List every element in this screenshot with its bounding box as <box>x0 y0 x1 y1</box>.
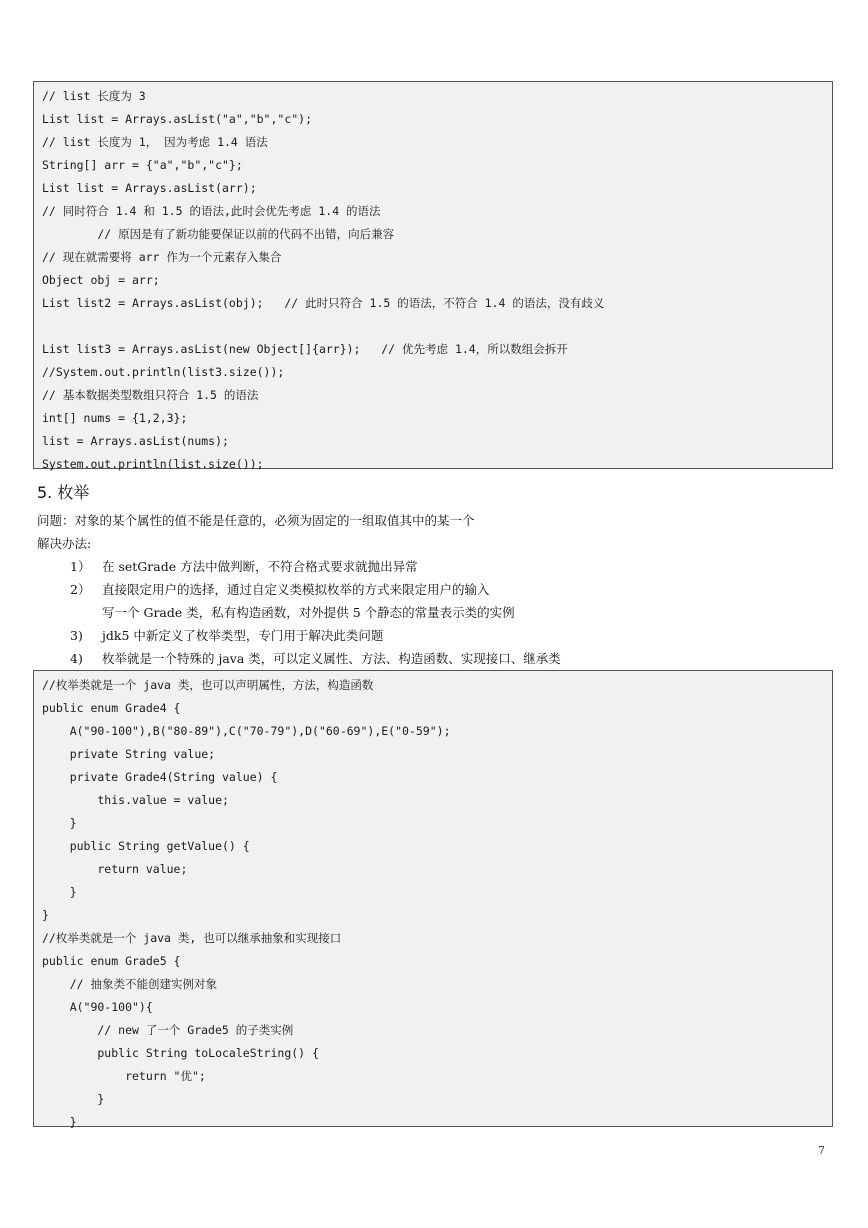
code-line: } <box>42 1092 105 1106</box>
list-item-text: 枚举就是一个特殊的 java 类，可以定义属性、方法、构造函数、实现接口、继承类 <box>102 651 561 666</box>
code-line: // list 长度为 1， 因为考虑 1.4 语法 <box>42 135 268 149</box>
solution-label: 解决办法: <box>37 536 92 551</box>
code-line: // 抽象类不能创建实例对象 <box>42 977 217 991</box>
code-line: return value; <box>42 862 188 876</box>
code-line: private String value; <box>42 747 216 761</box>
code-line: // 原因是有了新功能要保证以前的代码不出错，向后兼容 <box>42 227 395 241</box>
code-block-2 <box>33 670 833 1127</box>
code-line: public enum Grade5 { <box>42 954 181 968</box>
list-item <box>70 628 383 644</box>
page-number: 7 <box>818 1144 825 1157</box>
code-line: int[] nums = {1,2,3}; <box>42 411 188 425</box>
code-line: Object obj = arr; <box>42 273 160 287</box>
code-line: } <box>42 885 77 899</box>
problem-text: 问题：对象的某个属性的值不能是任意的，必须为固定的一组取值其中的某一个 <box>37 513 475 528</box>
code-line: //枚举类就是一个 java 类，也可以声明属性，方法，构造函数 <box>42 678 374 692</box>
code-line: List list = Arrays.asList("a","b","c"); <box>42 112 313 126</box>
list-item-text: 写一个 Grade 类，私有构造函数，对外提供 5 个静态的常量表示类的实例 <box>102 605 515 620</box>
code-line: return "优"; <box>42 1069 206 1083</box>
list-item-number: 1） <box>70 559 91 574</box>
list-item-number: 4) <box>70 651 83 666</box>
list-item-text: 直接限定用户的选择，通过自定义类模拟枚举的方式来限定用户的输入 <box>102 582 490 597</box>
code-line: List list2 = Arrays.asList(obj); // 此时只符合 1.5 的语法，不符合 1.4 的语法，没有歧义 <box>42 296 605 310</box>
code-line: System.out.println(list.size()); <box>42 457 264 471</box>
code-line <box>42 315 832 338</box>
list-item-text: 在 setGrade 方法中做判断，不符合格式要求就抛出异常 <box>102 559 418 574</box>
code-line: // new 了一个 Grade5 的子类实例 <box>42 1023 294 1037</box>
code-line: List list = Arrays.asList(arr); <box>42 181 257 195</box>
code-line: A("90-100"),B("80-89"),C("70-79"),D("60-69"),E("0-59"); <box>42 724 451 738</box>
code-line: } <box>42 908 49 922</box>
code-line: public enum Grade4 { <box>42 701 181 715</box>
list-item <box>70 582 490 598</box>
code-line: String[] arr = {"a","b","c"}; <box>42 158 243 172</box>
code-block-1 <box>33 81 833 469</box>
list-item-number: 3) <box>70 628 83 643</box>
code-line: list = Arrays.asList(nums); <box>42 434 229 448</box>
code-line: // 基本数据类型数组只符合 1.5 的语法 <box>42 388 259 402</box>
code-line: public String toLocaleString() { <box>42 1046 319 1060</box>
list-item <box>70 605 515 621</box>
code-line: this.value = value; <box>42 793 229 807</box>
code-line: public String getValue() { <box>42 839 250 853</box>
list-item-number: 2） <box>70 582 91 597</box>
code-line: } <box>42 816 77 830</box>
code-line: // 现在就需要将 arr 作为一个元素存入集合 <box>42 250 282 264</box>
code-line: //System.out.println(list3.size()); <box>42 365 285 379</box>
section-heading: 5. 枚举 <box>37 483 90 502</box>
list-item <box>70 559 418 575</box>
list-item-text: jdk5 中新定义了枚举类型，专门用于解决此类问题 <box>102 628 384 643</box>
code-line: // list 长度为 3 <box>42 89 146 103</box>
code-line: List list3 = Arrays.asList(new Object[]{arr}); // 优先考虑 1.4，所以数组会拆开 <box>42 342 568 356</box>
code-line: } <box>42 1115 77 1129</box>
code-line: // 同时符合 1.4 和 1.5 的语法,此时会优先考虑 1.4 的语法 <box>42 204 381 218</box>
code-line: A("90-100"){ <box>42 1000 153 1014</box>
code-line: //枚举类就是一个 java 类, 也可以继承抽象和实现接口 <box>42 931 342 945</box>
code-line: private Grade4(String value) { <box>42 770 278 784</box>
list-item <box>70 651 561 667</box>
